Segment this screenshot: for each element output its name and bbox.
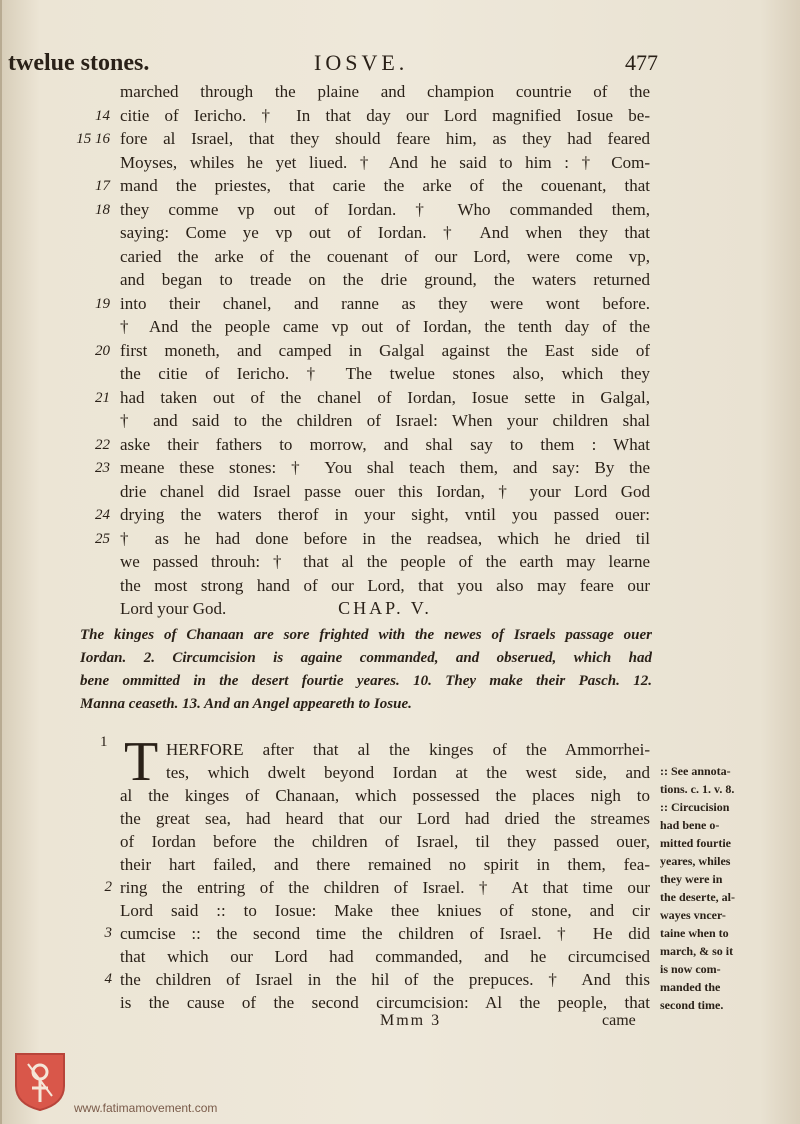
verse-number [70,268,110,292]
text-line: † And the people came vp out of Iordan, the tenth day of the [120,317,650,336]
text-line: the citie of Iericho. † The twelue stones also, which they [120,364,650,383]
verse-number [92,784,112,807]
verse-number [92,807,112,830]
margin-note-line: they were in [660,872,723,886]
verse-number [92,991,112,1014]
margin-note-line: the deserte, al- [660,890,735,904]
text-line: had taken out of the chanel of Iordan, Iosue sette in Galgal, [120,387,650,407]
text-line: ring the entring of the children of Israel. † At that time our [120,878,650,897]
text-line: HERFORE after that al the kinges of the Ammorrhei- [166,740,650,759]
margin-note-line: is now com- [660,962,721,976]
summary-line: bene ommitted in the desert fourtie yeares. 10. They make their Pasch. 12. [80,673,652,689]
seal-icon [14,1052,66,1112]
text-line: drying the waters therof in your sight, vntil you passed ouer: [120,505,650,524]
text-line: they comme vp out of Iordan. † Who commanded them, [120,199,650,219]
text-line: we passed throuh: † that al the people of the earth may learne [120,552,650,571]
verse-number [70,574,110,598]
verse-number: 2 [104,879,112,895]
text-line: into their chanel, and ranne as they were wont before. [120,293,650,313]
verse-number: 3 [104,925,112,941]
chapter-heading: CHAP. V. [338,598,432,618]
verse-number: 4 [104,971,112,987]
page-edge [0,0,2,1124]
margin-note-line: mitted fourtie [660,836,731,850]
verse-number: 15 16 [76,131,110,147]
verse-number [70,315,110,339]
text-line: aske their fathers to morrow, and shal say to them : What [120,434,650,454]
verse-number: 25 [95,530,110,547]
text-line: and began to treade on the drie ground, the waters returned [120,270,650,289]
text-line: cumcise :: the second time the children of Israel. † He did [120,924,650,943]
catchword: came [602,1012,636,1029]
margin-note-line: :: See annota- [660,764,731,778]
text-line: citie of Iericho. † In that day our Lord magnified Iosue be- [120,105,650,125]
verse-number: 1 [100,734,108,750]
verse-number: 18 [95,201,110,218]
text-line: Moyses, whiles he yet liued. † And he said to him : † Com- [120,152,650,172]
verse-number [92,853,112,876]
text-line: drie chanel did Israel passe ouer this Iordan, † your Lord God [120,481,650,501]
verse-number [70,151,110,175]
summary-line: Manna ceaseth. 13. And an Angel appeareth to Iosue. [80,696,412,712]
text-line: the most strong hand of our Lord, that you also may feare our [120,575,650,595]
verse-number: 23 [95,460,110,476]
text-line: first moneth, and camped in Galgal against the East side of [120,340,650,360]
text-line: fore al Israel, that they should feare him, as they had feared [120,129,650,148]
margin-annotation [660,762,780,1014]
verse-number [70,409,110,433]
text-line: is the cause of the second circumcision: Al the people, that [120,993,650,1012]
text-line: their hart failed, and there remained no spirit in them, fea- [120,855,650,874]
text-line: of Iordan before the children of Israel, til they passed ouer, [120,832,650,851]
margin-note-line: wayes vncer- [660,908,726,922]
text-line: the children of Israel in the hil of the prepuces. † And this [120,970,650,989]
page-header [8,50,658,82]
text-line: Lord said :: to Iosue: Make thee kniues of stone, and cir [120,901,650,920]
verse-number [70,221,110,245]
verse-number: 20 [95,342,110,359]
text-line: † as he had done before in the readsea, which he dried til [120,528,650,548]
margin-note-line: had bene o- [660,818,720,832]
text-line: Lord your God. [120,599,227,618]
verse-number [70,80,110,104]
verse-number: 19 [95,295,110,312]
verse-number [70,362,110,386]
signature-mark: Mmm 3 [380,1012,442,1029]
margin-note-line: march, & so it [660,944,734,958]
text-line: saying: Come ye vp out of Iordan. † And when they that [120,223,650,242]
text-line: † and said to the children of Israel: When your children shal [120,411,650,430]
text-line: al the kinges of Chanaan, which possessed the places nigh to [120,786,650,805]
verse-number: 24 [95,507,110,523]
drop-cap: T [124,731,159,793]
verse-number [70,550,110,574]
text-line: the great sea, had heard that our Lord had dried the streames [120,809,650,828]
margin-note-line: tions. c. 1. v. 8. [660,782,735,796]
verse-number [92,761,112,784]
website-link[interactable]: www.fatimamovement.com [74,1101,218,1115]
verse-number: 17 [95,178,110,194]
page-number: 477 [625,50,658,75]
verse-number [92,899,112,922]
text-line: tes, which dwelt beyond Iordan at the west side, and [166,763,650,782]
summary-line: The kinges of Chanaan are sore frighted with the newes of Israels passage ouer [80,627,652,643]
margin-note-line: manded the [660,980,721,994]
verse-number [70,597,110,621]
margin-note-line: yeares, whiles [660,854,731,868]
verse-number [92,830,112,853]
verse-number [70,480,110,504]
margin-note-line: taine when to [660,926,729,940]
verse-number [92,738,112,761]
text-line: that which our Lord had commanded, and he circumcised [120,947,650,966]
text-line: meane these stones: † You shal teach them, and say: By the [120,458,650,477]
margin-note-line: :: Circucision [660,800,730,814]
summary-line: Iordan. 2. Circumcision is againe commanded, and obserued, which had [80,650,652,666]
text-line: caried the arke of the couenant of our Lord, were come vp, [120,246,650,266]
verse-number: 21 [95,389,110,406]
text-line: mand the priestes, that carie the arke of the couenant, that [120,176,650,195]
verse-number: 14 [95,107,110,124]
text-line: marched through the plaine and champion countrie of the [120,82,650,101]
margin-note-line: second time. [660,998,724,1012]
verse-number: 22 [95,436,110,453]
running-title: twelue stones. [8,50,150,76]
verse-number [92,945,112,968]
book-title: IOSVE. [314,50,409,75]
verse-number [70,245,110,269]
